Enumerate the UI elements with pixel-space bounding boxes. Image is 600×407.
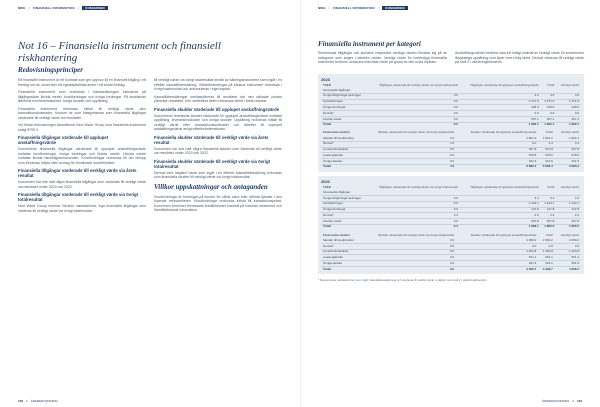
header-right (318, 4, 408, 11)
footer-separator: // (26, 399, 28, 403)
page-number: 108 (18, 399, 24, 403)
intro-paragraph: Redovisade tillgångar och skulders respektive verkliga värden fördelar sig på de kategorier som anges i tabellen nedan. Verkligt värde för kortfristiga finansiella instrument bedöms motsvara redovisat värde på grund av den korta löptiden. (318, 51, 447, 64)
cell-value: 0.0 (362, 249, 456, 255)
right-page (318, 40, 584, 282)
cell-value: 0.0 (362, 136, 456, 141)
column-header: Verkligt värde (560, 82, 579, 87)
cell-value: 531.1 (538, 255, 555, 261)
cell-value: 531.1 (456, 255, 538, 261)
cell-value: 4 336.7 (568, 266, 579, 271)
cell-value: 0.0 (456, 141, 538, 147)
column-header: TSEK (323, 184, 332, 189)
row-label: Likvida medel (321, 116, 368, 122)
table-footnote: * Derivat avser valutaterminer som ingår i kassaflödessäkringar och värderas till verkligt värde i enlighet med nivå 2 i värderingshierarkin. (318, 277, 488, 282)
row-label: Leverantörsskulder (321, 249, 362, 255)
cell-value: 2 099.2 (538, 238, 555, 243)
row-label: Leasingskulder (321, 255, 362, 261)
cell-value: 1 865.5 (568, 224, 579, 229)
row-label: Likvida medel (321, 219, 368, 225)
column-header: Skulder värderade till verkligt värde via övrigt totalresultat (378, 232, 455, 237)
cell-value: 0.0 (368, 93, 460, 99)
cell-value: 1 471.5 (556, 99, 581, 105)
column-header: Totalt (547, 82, 555, 87)
cell-value: 128.6 (460, 105, 541, 111)
assets-table (321, 185, 581, 230)
cell-value: 0.0 (453, 122, 458, 127)
cell-value: 0.0 (362, 261, 456, 267)
cell-value: 267.8 (460, 219, 541, 225)
section-title: Redovisningsprinciper (18, 66, 83, 74)
total-row (321, 267, 581, 272)
column-header: Verkligt värde (560, 130, 579, 135)
body-paragraph: Derivat med negativt värde som ingår i en effektiv kassaflödessäkring redovisas som finansiella skulder till verkligt värde via övrigt totalresultat. (154, 170, 282, 179)
cell-value: 0.0 (368, 105, 460, 111)
cell-value: 2 099.2 (456, 238, 538, 243)
cell-value: 4 336.7 (542, 266, 553, 271)
column-header: Tillgångar värderade till verkligt värde via övrigt totalresultat (378, 82, 458, 87)
subsection-heading: Finansiella tillgångar värderade till upplupet anskaffningsvärde (18, 135, 109, 145)
cell-value: 2.4 (368, 213, 460, 219)
cell-value: 0.0 (362, 238, 456, 243)
cell-value: 0.0 (368, 99, 460, 105)
row-label: Övriga fordringar (321, 105, 368, 111)
cell-value: 3.4 (556, 195, 581, 201)
column-header: Totalt (545, 232, 553, 237)
header-separator: // (328, 5, 331, 10)
cell-value: 1 404.8 (555, 249, 581, 255)
liabilities-table (321, 233, 581, 272)
cell-value: 0.0 (368, 201, 460, 207)
cell-value: 0.0 (368, 219, 460, 225)
column-header: Verkligt värde (560, 232, 579, 237)
cell-value: 1 444.1 (460, 201, 541, 207)
subsection-heading: Finansiella skulder värderade till verkligt värde via årets resultat (154, 134, 269, 145)
row-label: Övriga skulder (321, 261, 362, 267)
cell-value: 531.1 (555, 255, 581, 261)
column-header: Tillgångar värderade till upplupet anskaffningsvärde (470, 184, 539, 189)
page-spine (300, 0, 301, 407)
row-label: Övriga långfristiga fordringar (321, 93, 368, 99)
body-paragraph: Koncernens finansiella skulder värderade till upplupet anskaffningsvärde omfattar upplåning, leverantörsskulder och övriga skulder. Upplåning redovisas initialt till verkligt värde efter transaktionskostnader och därefter till upplupet anskaffningsvärde enligt effektivräntemetoden. (154, 113, 282, 131)
cell-value: 1 962.1 (568, 122, 579, 127)
cell-value: 2.4 (541, 213, 557, 219)
cell-value: 147.8 (541, 207, 557, 213)
table-year: 2023 (321, 76, 330, 82)
column-header: Skulder värderade till upplupet anskaffningsvärde (470, 130, 537, 135)
cell-value: 1 962.1 (544, 122, 555, 127)
column-header: Totalt (545, 130, 553, 135)
row-label: Totalt (323, 224, 331, 229)
subsection-heading: Finansiella tillgångar värderade till verkligt värde via övrigt totalresultat (18, 192, 139, 202)
cell-value: 0.0 (362, 243, 456, 249)
cell-value: 4.3 (362, 141, 456, 147)
cell-value: 301.6 (456, 261, 538, 267)
cell-value: 0.0 (541, 111, 557, 117)
liabilities-table (321, 130, 581, 169)
intro-paragraph: Anskaffningsvärdet bedöms vara ett rimligt estimat av verkligt värde för koncernens långfristiga upplåning som löper med rörlig ränta. Derivat värderas till verkligt värde på nivå 2 i värderingshierarkin. (455, 51, 584, 64)
cell-value: 147.8 (460, 207, 541, 213)
text-column-1 (18, 78, 146, 216)
cell-value: 0.0 (368, 116, 460, 122)
cell-value: 3.4 (460, 195, 541, 201)
cell-value: 1 821.2 (456, 136, 538, 141)
subsection-heading: Finansiella skulder värderade till upplupet anskaffningsvärde (154, 106, 280, 112)
header-separator: // (28, 5, 31, 10)
column-header: Verkligt värde (560, 184, 579, 189)
row-label: Kundfordringar (321, 201, 368, 207)
row-label: Leverantörsskulder (321, 147, 362, 153)
footer-brand: ÅRSREDOVISNING (30, 399, 58, 403)
column-header: TSEK (323, 82, 332, 87)
cell-value: 0.0 (556, 111, 581, 117)
category-tables (318, 74, 584, 274)
cell-value: 357.1 (460, 116, 541, 122)
body-paragraph: Koncernen har inte haft några finansiella tillgångar som värderats till verkligt värde via resultatet under 2023 och 2022. (18, 180, 146, 189)
cell-value: 1 821.2 (538, 136, 555, 141)
cell-value: 0.0 (449, 266, 455, 271)
cell-value: 341.5 (538, 159, 555, 165)
note-title: Not 16 – Finansiella instrument och finansiell riskhantering (18, 40, 221, 64)
cell-value: 0.0 (362, 159, 456, 165)
cell-value: 341.5 (456, 159, 538, 165)
cell-value: 1 863.1 (528, 224, 539, 229)
row-label: Totalt (323, 122, 331, 127)
page-number: 109 (576, 399, 582, 403)
cell-value: 147.8 (556, 207, 581, 213)
header-badge: KONCERNEN (382, 6, 407, 10)
cell-value: 947.8 (538, 147, 555, 153)
cell-value: 0.0 (538, 243, 555, 249)
cell-value: 1 471.5 (460, 99, 541, 105)
column-header: Tillgångar värderade till verkligt värde via övrigt totalresultat (378, 184, 458, 189)
cell-value: 2 099.2 (555, 238, 581, 243)
cell-value: 2.4 (453, 224, 458, 229)
cell-value: 357.1 (556, 116, 581, 122)
column-header: Finansiella skulder (323, 232, 351, 237)
cell-value: 4 336.7 (526, 266, 537, 271)
cell-value: 947.8 (555, 147, 581, 153)
cell-value: 1 865.5 (544, 224, 555, 229)
column-header: Totalt (547, 184, 555, 189)
header-separator: // (377, 5, 380, 10)
column-header: Skulder värderade till upplupet anskaffningsvärde (470, 232, 537, 237)
body-paragraph: Kassaflödessäkringar omklassificeras till resultatet när den säkrade posten påverkar resultatet. Den ineffektiva delen redovisas direkt i årets resultat. (154, 94, 282, 103)
brand-tag: NWG (18, 5, 26, 10)
text-columns (18, 78, 282, 216)
table-subheading: Finansiella tillgångar (321, 190, 581, 195)
cell-value: 0.0 (456, 243, 538, 249)
row-label: Skulder till kreditinstitut (321, 238, 362, 243)
header-separator: // (77, 5, 80, 10)
row-label: Derivat* (321, 111, 368, 117)
cell-value: 4.3 (449, 164, 455, 169)
cell-value: 3 693.4 (542, 164, 553, 169)
body-paragraph: New Wave Group innehar, förutom valutaderivat, inga finansiella tillgångar som värderas till verkligt värde via övrigt totalresultat. (18, 204, 146, 213)
total-row (321, 164, 581, 169)
cell-value: 357.1 (541, 116, 557, 122)
body-paragraph: Vid första redovisningen klassificerar New Wave Group sina finansiella instrument enligt IFRS 9. (18, 123, 146, 132)
body-paragraph: Finansiella instrument som redovisas i balansräkningen inkluderar på tillgångssidan likvida medel, kundfordringar och övriga fordringar. På skuldsidan återfinns leverantörsskulder, övriga skulder och upplåning. (18, 90, 146, 103)
cell-value: 0.0 (362, 153, 456, 159)
cell-value: 267.8 (541, 219, 557, 225)
row-label: Skulder till kreditinstitut (321, 136, 362, 141)
body-paragraph: till verkligt värde via övrigt totalresultat består av säkringsinstrument som ingår i en effektiv kassaflödessäkring. Värdeförändringar på sådana instrument redovisas i övrigt totalresultat och ackumuleras i eget kapital. (154, 78, 282, 91)
footer-brand: ÅRSREDOVISNING (542, 399, 570, 403)
table-block (318, 176, 584, 274)
cell-value: 0.0 (460, 213, 541, 219)
cell-value: 4.9 (556, 93, 581, 99)
row-label: Övriga skulder (321, 159, 362, 165)
intro-columns (318, 51, 584, 68)
cell-value: 0.0 (368, 111, 460, 117)
row-label: Totalt (323, 266, 331, 271)
body-paragraph: Kundfordringar är fordringar på kunder för sålda varor eller utförda tjänster i den löpande verksamheten. Kundfordringar redovisas initialt till transaktionspriset. Koncernen bedömer förväntade kreditförluster baserat på historisk erfarenhet och framåtblickande information. (154, 194, 282, 212)
header-badge: KONCERNEN (82, 6, 107, 10)
cell-value: 0.0 (362, 147, 456, 153)
cell-value: 3.4 (541, 195, 557, 201)
cell-value: 3 693.4 (568, 164, 579, 169)
subsection-heading: Finansiella skulder värderade till verkligt värde via övrigt totalresultat (154, 158, 271, 169)
cell-value: 1 821.2 (555, 136, 581, 141)
text-column-2 (154, 78, 282, 216)
cell-value: 4.9 (541, 93, 557, 99)
cell-value: 4.3 (538, 141, 555, 147)
row-label: Övriga långfristiga fordringar (321, 195, 368, 201)
cell-value: 1 404.8 (538, 249, 555, 255)
section-title: Villkor uppskattningar och antaganden (154, 182, 268, 191)
cell-value: 578.6 (555, 153, 581, 159)
cell-value: 341.5 (555, 159, 581, 165)
footer-left (18, 399, 58, 403)
cell-value: 1 404.8 (456, 249, 538, 255)
body-paragraph: Ett finansiellt instrument är ett kontrakt som ger upphov till en finansiell tillgång i ett företag och en skuld eller ett egetkapitalinstrument i ett annat företag. (18, 78, 147, 87)
cell-value: 0.0 (368, 207, 460, 213)
subsection-heading: Finansiella tillgångar värderade till verkligt värde via årets resultat (18, 168, 137, 178)
row-label: Leasingskulder (321, 153, 362, 159)
cell-value: 4.3 (555, 141, 581, 147)
cell-value: 128.6 (556, 105, 581, 111)
row-label: Kundfordringar (321, 99, 368, 105)
row-label: Totalt (323, 164, 331, 169)
cell-value: 1 444.1 (556, 201, 581, 207)
cell-value: 578.6 (456, 153, 538, 159)
column-header: Finansiella skulder (323, 130, 351, 135)
cell-value: 0.0 (362, 255, 456, 261)
section-title: Finansiella instrument per kategori (318, 40, 421, 48)
table-subheading: Finansiella tillgångar (321, 88, 581, 93)
assets-table (321, 83, 581, 128)
cell-value: 1 444.1 (541, 201, 557, 207)
cell-value: 128.6 (541, 105, 557, 111)
footer-right (542, 399, 582, 403)
brand-tag: NWG (318, 5, 326, 10)
column-header: Skulder värderade till verkligt värde via övrigt totalresultat (378, 130, 455, 135)
left-page (18, 40, 282, 216)
cell-value: 4.9 (460, 93, 541, 99)
row-label: Övriga fordringar (321, 207, 368, 213)
body-paragraph: Finansiella instrument redovisas initialt till verkligt värde plus transaktionskostnader, förutom de som kategoriseras som finansiella tillgångar värderade till verkligt värde via resultatet. (18, 106, 146, 120)
cell-value: 267.8 (556, 219, 581, 225)
header-section: FINANSIELL INFORMATION (333, 5, 375, 10)
cell-value: 0.0 (368, 195, 460, 201)
cell-value: 0.0 (460, 111, 541, 117)
footer-separator: // (572, 399, 574, 403)
cell-value: 1 471.5 (541, 99, 557, 105)
body-paragraph: Koncernen har inte haft några finansiella skulder som värderats till verkligt värde via resultatet under 2023 och 2022. (154, 146, 282, 155)
header-section: FINANSIELL INFORMATION (33, 5, 75, 10)
cell-value: 1 962.1 (528, 122, 539, 127)
row-label: Derivat* (321, 213, 368, 219)
cell-value: 947.8 (456, 147, 538, 153)
column-header: Tillgångar värderade till upplupet anskaffningsvärde (470, 82, 539, 87)
row-label: Derivat* (321, 243, 362, 249)
body-paragraph: Koncernens finansiella tillgångar värderade till upplupet anskaffningsvärde omfattar kundfordringar, övriga fordringar och likvida medel. Likvida medel omfattar likvida banktillgodohavanden. Kundfordringar redovisas till det belopp som förväntas inflyta efter avdrag för förväntade kreditförluster. (18, 147, 146, 165)
cell-value: 301.6 (555, 261, 581, 267)
cell-value: 301.6 (538, 261, 555, 267)
table-block (318, 74, 584, 172)
cell-value: 3 689.1 (526, 164, 537, 169)
cell-value: 578.6 (538, 153, 555, 159)
row-label: Derivat* (321, 141, 362, 147)
cell-value: 2.4 (556, 213, 581, 219)
cell-value: 0.0 (555, 243, 581, 249)
table-year: 2022 (321, 178, 330, 184)
header-left (18, 4, 108, 11)
